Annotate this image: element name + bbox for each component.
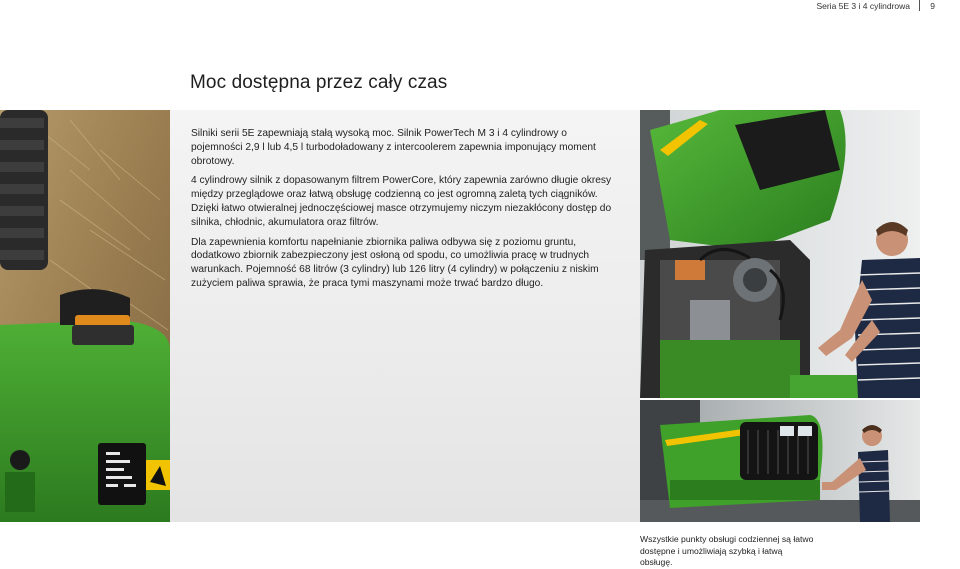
header-divider [919, 0, 920, 11]
page-title: Moc dostępna przez cały czas [190, 72, 448, 93]
engine-service-illustration [640, 110, 920, 398]
paragraph-engine-power: Silniki serii 5E zapewniają stałą wysoką moc. Silnik PowerTech M 3 i 4 cylindrowy o pojemności 2,9 l lub 4,5 l turbodoładowany z intercoolerem zapewnia imponujący moment obrotowy. [191, 128, 596, 167]
photo-caption: Wszystkie punkty obsługi codziennej są łatwo dostępne i umożliwiają szybką i łatwą obsługę. [640, 534, 814, 567]
page-number: 9 [930, 1, 935, 11]
paragraph-fuel-tank: Dla zapewnienia komfortu napełnianie zbiornika paliwa odbywa się z poziomu gruntu, dodatkowo zbiornik zabezpieczony jest osłoną od spodu, co umożliwia pracę w trudnych warunkach. Pojemność 68 litrów (3 cylindry) lub 126 litry (4 cylindry) w połączeniu z niskim zużyciem paliwa sprawia, że praca tymi maszynami może trwać bardzo długo. [191, 236, 599, 289]
tractor-front-illustration [640, 400, 920, 522]
tractor-front-service-photo [640, 400, 920, 522]
engine-service-photo [640, 110, 920, 398]
tractor-side-illustration [0, 110, 170, 522]
paragraph-powercore-filter: 4 cylindrowy silnik z dopasowanym filtrem PowerCore, który zapewnia zarówno długie okresy między przeglądowe oraz łatwą obsługę codzienną co jest ogromną zaletą tych ciągników. Dzięki łatwo otwieralnej jednoczęściowej masce otrzymujemy niczym niezakłócony dostęp do silnika, chłodnic, akumulatora oraz filtrów. [191, 175, 612, 228]
body-text [191, 127, 621, 297]
tractor-side-photo [0, 110, 170, 522]
series-label: Seria 5E 3 i 4 cylindrowa [816, 1, 910, 11]
